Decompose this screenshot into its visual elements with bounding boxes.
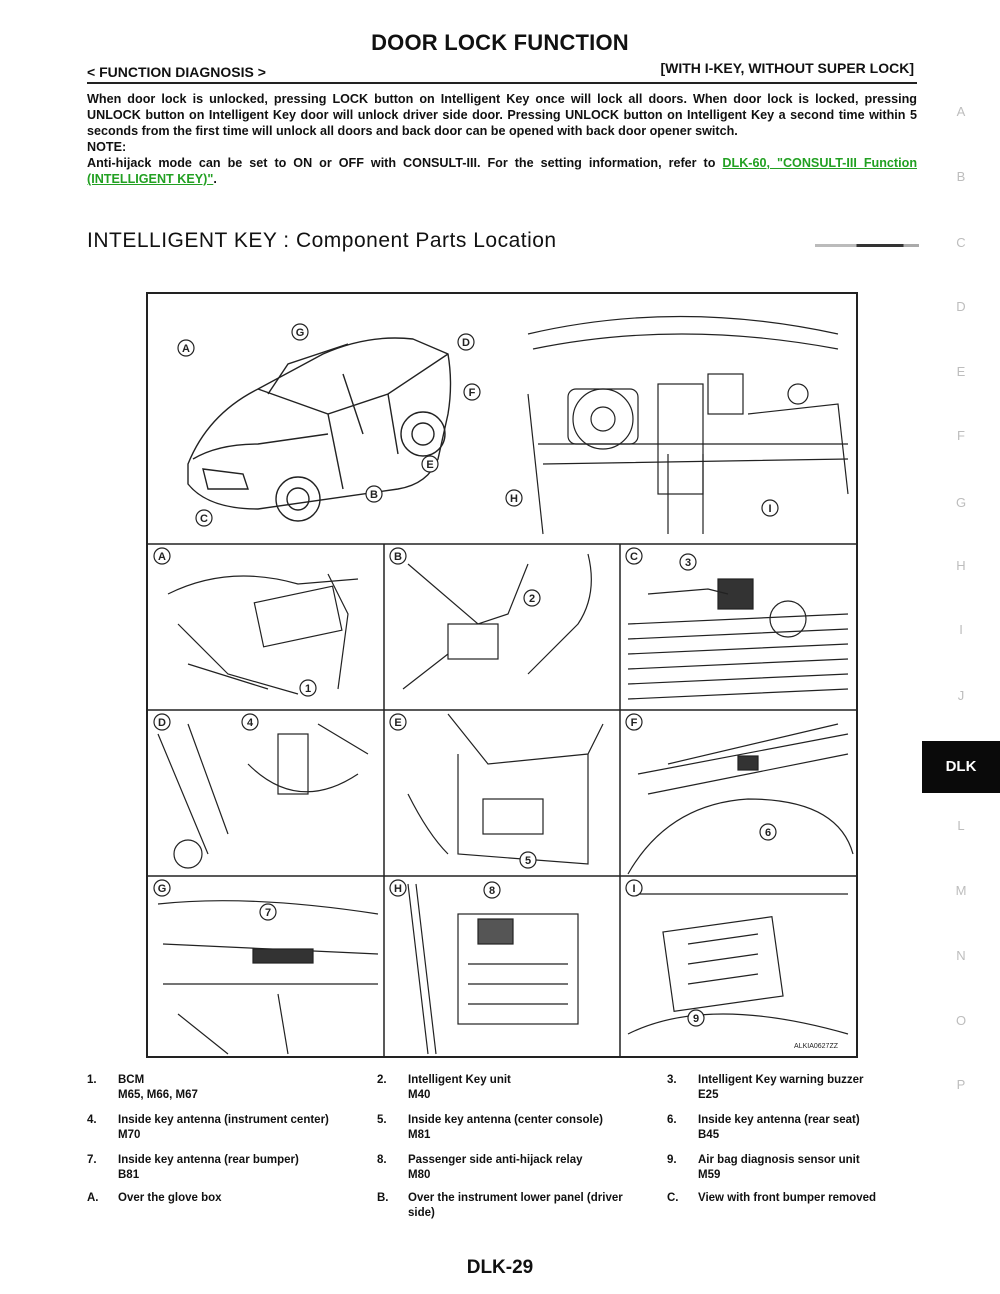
note-text: Anti-hijack mode can be set to ON or OFF with CONSULT-III. For the setting information, refer to [87,156,716,170]
callout-9 [688,1010,704,1026]
panel-label-c [626,548,642,564]
svg-text:F: F [468,387,476,399]
legend-number: 8. [377,1154,387,1166]
svg-text:A: A [182,343,190,355]
overview-label-i [762,500,778,516]
header-rule [87,82,917,84]
svg-text:H: H [394,883,402,895]
variant-label: [WITH I-KEY, WITHOUT SUPER LOCK] [660,60,914,76]
legend-label: Inside key antenna (rear bumper) [118,1154,299,1166]
callout-5 [520,852,536,868]
legend-description [118,1113,358,1143]
legend-description [118,1153,358,1183]
overview-label-h [506,490,522,506]
legend-number: 1. [87,1074,97,1086]
note-paragraph [87,155,917,187]
side-index-tab[interactable]: P [956,1077,966,1092]
section-code-bar [815,244,919,247]
side-index-tab[interactable]: N [956,948,966,963]
legend-connector: E25 [698,1089,719,1101]
side-index-tab[interactable]: L [957,818,965,833]
panel-label-a [154,548,170,564]
svg-text:C: C [630,551,638,563]
svg-text:3: 3 [684,557,692,569]
section-title: INTELLIGENT KEY : Component Parts Location [87,229,557,252]
svg-text:9: 9 [692,1013,700,1025]
overview-label-a [178,340,194,356]
legend-description [698,1113,938,1143]
legend-description [698,1073,938,1103]
legend-number: A. [87,1192,99,1204]
side-index-tab[interactable]: D [956,299,966,314]
note-end: . [213,172,217,186]
side-index-tab[interactable]: C [956,235,966,250]
callout-2 [524,590,540,606]
legend-number: 4. [87,1114,97,1126]
svg-text:B: B [394,551,402,563]
side-index-tab[interactable]: H [956,558,966,573]
svg-text:E: E [394,717,402,729]
figure-drawing [148,294,856,1056]
panel-label-h [390,880,406,896]
svg-text:2: 2 [528,593,536,605]
overview-label-b [366,486,382,502]
callout-6 [760,824,776,840]
legend-description [698,1191,938,1206]
panel-sketch-h [408,884,578,1054]
svg-text:I: I [632,883,636,895]
legend-label: View with front bumper removed [698,1192,877,1204]
legend-connector: M59 [698,1169,721,1181]
side-index [922,0,1000,1294]
legend-number: B. [377,1192,389,1204]
legend-description [408,1073,648,1103]
side-index-tab[interactable]: F [957,428,965,443]
svg-text:B: B [370,489,378,501]
legend-label: Passenger side anti-hijack relay [408,1154,583,1166]
instrument-panel-drawing [528,317,848,535]
callout-3 [680,554,696,570]
svg-text:D: D [158,717,166,729]
legend-label: Over the glove box [118,1192,222,1204]
side-index-tab[interactable]: M [955,883,967,898]
page-number: DLK-29 [466,1257,534,1278]
legend-connector: M81 [408,1129,431,1141]
svg-text:E: E [426,459,434,471]
overview-label-c [196,510,212,526]
legend-label: Inside key antenna (instrument center) [118,1114,329,1126]
panel-label-d [154,714,170,730]
side-index-tab[interactable]: O [955,1013,967,1028]
callout-1 [300,680,316,696]
legend-description [698,1153,938,1183]
legend-number: 3. [667,1074,677,1086]
panel-label-b [390,548,406,564]
panel-label-g [154,880,170,896]
panel-sketch-f [628,724,853,874]
svg-text:6: 6 [764,827,772,839]
breadcrumb: < FUNCTION DIAGNOSIS > [87,64,266,80]
side-index-tab-active[interactable]: DLK [922,741,1000,793]
svg-text:8: 8 [488,885,496,897]
legend-number: C. [667,1192,679,1204]
component-location-figure [146,292,858,1058]
overview-label-d [458,334,474,350]
svg-text:A: A [158,551,166,563]
svg-text:4: 4 [246,717,254,729]
panel-sketch-g [158,901,378,1054]
svg-text:G: G [157,883,167,895]
side-index-tab[interactable]: J [957,688,965,703]
legend-connector: B45 [698,1129,720,1141]
panel-sketch-c [628,579,848,699]
svg-text:7: 7 [264,907,272,919]
legend-description [118,1191,358,1206]
note-label: NOTE: [87,140,127,154]
svg-text:5: 5 [524,855,532,867]
panel-label-e [390,714,406,730]
body-text [87,91,917,187]
vehicle-overview-drawing [188,338,451,521]
side-index-tab[interactable]: E [956,364,966,379]
side-index-tab[interactable]: B [956,169,966,184]
panel-label-f [626,714,642,730]
legend-connector: M80 [408,1169,431,1181]
legend-connector: M65, M66, M67 [118,1089,198,1101]
panel-sketch-e [408,714,603,864]
legend-label: Inside key antenna (center console) [408,1114,603,1126]
svg-text:H: H [510,493,518,505]
overview-label-e [422,456,438,472]
panel-sketch-i [628,894,848,1034]
svg-text:I: I [768,503,772,515]
intro-paragraph: When door lock is unlocked, pressing LOCK button on Intelligent Key once will lock all doors. When door lock is locked, pressing UNLOCK button on Intelligent Key door will unlock driver side door. Pressing UNLOCK button on Intelligent Key a second time within 5 seconds from the first time will unlock all doors and back door can be opened with back door opener switch. [87,92,917,138]
legend-number: 9. [667,1154,677,1166]
svg-text:G: G [295,327,305,339]
side-index-tab[interactable]: G [955,495,967,510]
panel-sketch-d [158,724,368,868]
legend-connector: B81 [118,1169,140,1181]
callout-7 [260,904,276,920]
page-title: DOOR LOCK FUNCTION [371,30,629,55]
svg-text:1: 1 [304,683,312,695]
legend-number: 5. [377,1114,387,1126]
panel-label-i [626,880,642,896]
svg-text:F: F [630,717,638,729]
svg-text:D: D [462,337,470,349]
legend-number: 2. [377,1074,387,1086]
legend-description [118,1073,358,1103]
legend-connector: M40 [408,1089,431,1101]
legend-label: Over the instrument lower panel (driver side) [408,1192,623,1219]
legend-description [408,1153,648,1183]
legend-connector: M70 [118,1129,141,1141]
legend-label: Air bag diagnosis sensor unit [698,1154,860,1166]
callout-8 [484,882,500,898]
legend-label: BCM [118,1074,145,1086]
panel-sketch-a [168,574,358,694]
svg-text:C: C [200,513,208,525]
legend-number: 7. [87,1154,97,1166]
panel-sketch-b [403,554,591,689]
reference-link[interactable]: DLK-60, "CONSULT-III Function (INTELLIGENT KEY)" [87,156,918,186]
legend-label: Intelligent Key warning buzzer [698,1074,864,1086]
legend-label: Intelligent Key unit [408,1074,511,1086]
legend-description [408,1191,648,1221]
legend-number: 6. [667,1114,677,1126]
overview-label-f [464,384,480,400]
legend-description [408,1113,648,1143]
callout-4 [242,714,258,730]
side-index-tab[interactable]: I [959,622,963,637]
overview-label-g [292,324,308,340]
figure-code: ALKIA0627ZZ [794,1043,838,1050]
side-index-tab[interactable]: A [956,104,966,119]
legend-label: Inside key antenna (rear seat) [698,1114,860,1126]
